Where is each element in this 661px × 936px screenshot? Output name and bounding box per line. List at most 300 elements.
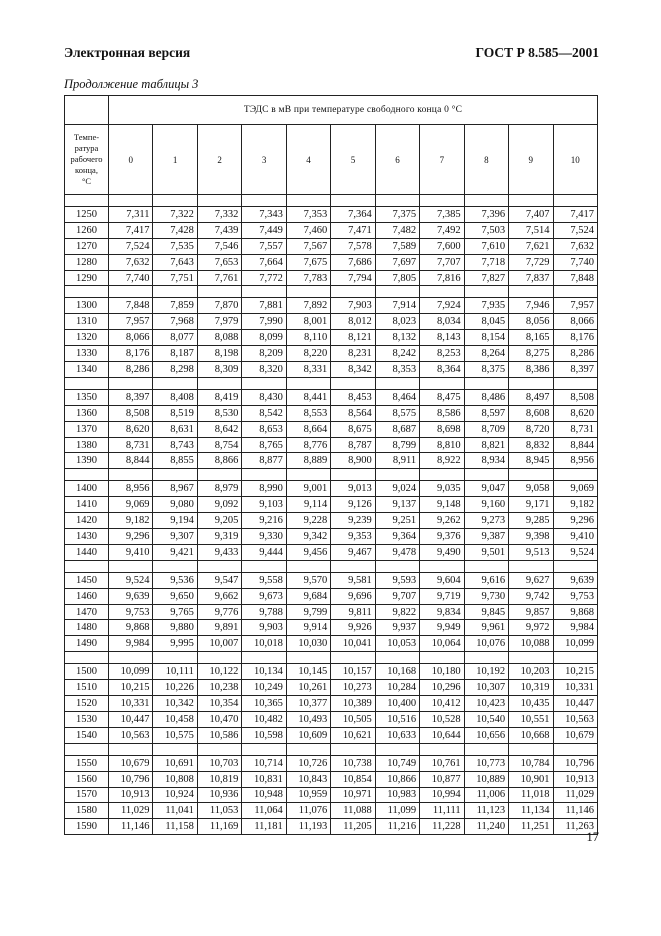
emf-value-cell: 7,718 xyxy=(464,254,508,270)
temperature-cell: 1410 xyxy=(65,497,109,513)
emf-value-cell: 7,805 xyxy=(375,270,419,286)
emf-value-cell: 8,209 xyxy=(242,346,286,362)
emf-value-cell: 10,030 xyxy=(286,636,330,652)
spacer-cell xyxy=(509,286,553,298)
emf-value-cell: 10,192 xyxy=(464,664,508,680)
emf-value-cell: 8,956 xyxy=(109,481,153,497)
column-header: 9 xyxy=(509,125,553,195)
emf-table xyxy=(64,95,598,835)
emf-value-cell: 8,012 xyxy=(331,314,375,330)
emf-value-cell: 10,435 xyxy=(509,696,553,712)
column-header: 10 xyxy=(553,125,597,195)
emf-value-cell: 8,242 xyxy=(375,346,419,362)
emf-value-cell: 10,644 xyxy=(420,727,464,743)
emf-value-cell: 9,845 xyxy=(464,604,508,620)
emf-value-cell: 8,001 xyxy=(286,314,330,330)
emf-value-cell: 7,729 xyxy=(509,254,553,270)
emf-value-cell: 7,707 xyxy=(420,254,464,270)
emf-value-cell: 8,187 xyxy=(153,346,197,362)
emf-value-cell: 8,956 xyxy=(553,453,597,469)
spacer-cell xyxy=(286,743,330,755)
spacer-cell xyxy=(153,377,197,389)
spacer-cell xyxy=(109,560,153,572)
emf-value-cell: 8,034 xyxy=(420,314,464,330)
temperature-cell: 1500 xyxy=(65,664,109,680)
emf-value-cell: 11,134 xyxy=(509,803,553,819)
emf-value-cell: 10,668 xyxy=(509,727,553,743)
header-line: рабочего xyxy=(70,154,103,164)
emf-value-cell: 8,508 xyxy=(553,389,597,405)
table-row xyxy=(65,513,598,529)
emf-value-cell: 9,604 xyxy=(420,572,464,588)
emf-value-cell: 8,553 xyxy=(286,405,330,421)
emf-value-cell: 10,423 xyxy=(464,696,508,712)
emf-value-cell: 8,821 xyxy=(464,437,508,453)
emf-value-cell: 9,251 xyxy=(375,513,419,529)
spacer-cell xyxy=(65,469,109,481)
emf-value-cell: 8,844 xyxy=(109,453,153,469)
column-header: 0 xyxy=(109,125,153,195)
emf-value-cell: 7,632 xyxy=(109,254,153,270)
spacer-cell xyxy=(109,377,153,389)
table-row xyxy=(65,346,598,362)
emf-value-cell: 8,855 xyxy=(153,453,197,469)
emf-value-cell: 9,753 xyxy=(553,588,597,604)
spacer-cell xyxy=(553,195,597,207)
temperature-cell: 1560 xyxy=(65,771,109,787)
emf-value-cell: 11,146 xyxy=(109,819,153,835)
emf-value-cell: 10,249 xyxy=(242,680,286,696)
emf-value-cell: 8,309 xyxy=(197,362,241,378)
emf-value-cell: 10,819 xyxy=(197,771,241,787)
spacer-cell xyxy=(553,469,597,481)
emf-value-cell: 7,946 xyxy=(509,298,553,314)
emf-value-cell: 8,408 xyxy=(153,389,197,405)
emf-value-cell: 10,586 xyxy=(197,727,241,743)
emf-value-cell: 8,066 xyxy=(109,330,153,346)
emf-value-cell: 10,273 xyxy=(331,680,375,696)
emf-value-cell: 10,215 xyxy=(553,664,597,680)
emf-value-cell: 10,540 xyxy=(464,711,508,727)
emf-value-cell: 8,731 xyxy=(553,421,597,437)
emf-value-cell: 7,460 xyxy=(286,222,330,238)
emf-value-cell: 10,168 xyxy=(375,664,419,680)
emf-value-cell: 7,740 xyxy=(109,270,153,286)
emf-value-cell: 8,731 xyxy=(109,437,153,453)
emf-value-cell: 8,475 xyxy=(420,389,464,405)
emf-value-cell: 9,069 xyxy=(553,481,597,497)
emf-value-cell: 10,319 xyxy=(509,680,553,696)
table-row xyxy=(65,330,598,346)
table-row xyxy=(65,298,598,314)
spacer-cell xyxy=(197,652,241,664)
table-row xyxy=(65,819,598,835)
column-header: 3 xyxy=(242,125,286,195)
emf-value-cell: 8,675 xyxy=(331,421,375,437)
emf-value-cell: 9,421 xyxy=(153,544,197,560)
temperature-cell: 1360 xyxy=(65,405,109,421)
table-title: ТЭДС в мВ при температуре свободного конца 0 °С xyxy=(109,96,598,125)
emf-value-cell: 7,364 xyxy=(331,207,375,223)
emf-value-cell: 10,215 xyxy=(109,680,153,696)
emf-value-cell: 11,076 xyxy=(286,803,330,819)
spacer-cell xyxy=(420,743,464,755)
spacer-cell xyxy=(464,469,508,481)
emf-value-cell: 8,877 xyxy=(242,453,286,469)
emf-value-cell: 10,331 xyxy=(109,696,153,712)
spacer-cell xyxy=(420,652,464,664)
emf-value-cell: 7,675 xyxy=(286,254,330,270)
emf-value-cell: 8,045 xyxy=(464,314,508,330)
emf-value-cell: 8,088 xyxy=(197,330,241,346)
emf-value-cell: 10,447 xyxy=(109,711,153,727)
temperature-cell: 1320 xyxy=(65,330,109,346)
emf-value-cell: 9,788 xyxy=(242,604,286,620)
emf-value-cell: 10,691 xyxy=(153,755,197,771)
emf-value-cell: 8,176 xyxy=(109,346,153,362)
spacer-cell xyxy=(464,560,508,572)
emf-value-cell: 10,983 xyxy=(375,787,419,803)
spacer-cell xyxy=(242,195,286,207)
emf-value-cell: 9,182 xyxy=(553,497,597,513)
emf-value-cell: 8,631 xyxy=(153,421,197,437)
emf-value-cell: 8,653 xyxy=(242,421,286,437)
emf-value-cell: 7,740 xyxy=(553,254,597,270)
temperature-cell: 1460 xyxy=(65,588,109,604)
emf-value-cell: 8,342 xyxy=(331,362,375,378)
header-line: ратура xyxy=(74,143,99,153)
emf-value-cell: 7,990 xyxy=(242,314,286,330)
emf-value-cell: 9,834 xyxy=(420,604,464,620)
emf-value-cell: 8,698 xyxy=(420,421,464,437)
emf-value-cell: 8,386 xyxy=(509,362,553,378)
emf-value-cell: 7,968 xyxy=(153,314,197,330)
emf-value-cell: 7,375 xyxy=(375,207,419,223)
emf-value-cell: 8,464 xyxy=(375,389,419,405)
emf-value-cell: 8,375 xyxy=(464,362,508,378)
spacer-cell xyxy=(509,195,553,207)
spacer-cell xyxy=(331,652,375,664)
header-edition-label: Электронная версия xyxy=(64,45,191,60)
emf-value-cell: 10,889 xyxy=(464,771,508,787)
emf-value-cell: 7,589 xyxy=(375,238,419,254)
emf-value-cell: 8,198 xyxy=(197,346,241,362)
emf-value-cell: 10,482 xyxy=(242,711,286,727)
spacer-cell xyxy=(197,560,241,572)
spacer-cell xyxy=(375,469,419,481)
temperature-cell: 1350 xyxy=(65,389,109,405)
emf-value-cell: 9,707 xyxy=(375,588,419,604)
temperature-cell: 1440 xyxy=(65,544,109,560)
emf-value-cell: 10,831 xyxy=(242,771,286,787)
emf-value-cell: 7,772 xyxy=(242,270,286,286)
emf-value-cell: 9,035 xyxy=(420,481,464,497)
emf-value-cell: 11,263 xyxy=(553,819,597,835)
temperature-column-header xyxy=(65,125,109,195)
emf-value-cell: 9,684 xyxy=(286,588,330,604)
emf-value-cell: 10,563 xyxy=(109,727,153,743)
emf-value-cell: 9,296 xyxy=(109,529,153,545)
spacer-cell xyxy=(65,743,109,755)
emf-value-cell: 9,047 xyxy=(464,481,508,497)
temperature-cell: 1590 xyxy=(65,819,109,835)
emf-value-cell: 8,776 xyxy=(286,437,330,453)
temperature-cell: 1300 xyxy=(65,298,109,314)
emf-value-cell: 8,720 xyxy=(509,421,553,437)
emf-value-cell: 10,203 xyxy=(509,664,553,680)
emf-value-cell: 9,410 xyxy=(553,529,597,545)
emf-value-cell: 9,822 xyxy=(375,604,419,620)
emf-value-cell: 10,784 xyxy=(509,755,553,771)
spacer-cell xyxy=(197,469,241,481)
emf-value-cell: 8,353 xyxy=(375,362,419,378)
emf-value-cell: 10,400 xyxy=(375,696,419,712)
spacer-cell xyxy=(153,652,197,664)
temperature-cell: 1250 xyxy=(65,207,109,223)
emf-value-cell: 9,478 xyxy=(375,544,419,560)
emf-value-cell: 10,180 xyxy=(420,664,464,680)
emf-value-cell: 7,761 xyxy=(197,270,241,286)
spacer-cell xyxy=(242,652,286,664)
emf-value-cell: 8,799 xyxy=(375,437,419,453)
emf-value-cell: 10,007 xyxy=(197,636,241,652)
emf-value-cell: 11,146 xyxy=(553,803,597,819)
emf-value-cell: 7,848 xyxy=(553,270,597,286)
temperature-cell: 1310 xyxy=(65,314,109,330)
emf-value-cell: 10,470 xyxy=(197,711,241,727)
table-row xyxy=(65,636,598,652)
emf-value-cell: 10,679 xyxy=(553,727,597,743)
emf-value-cell: 9,092 xyxy=(197,497,241,513)
column-header: 8 xyxy=(464,125,508,195)
spacer-cell xyxy=(420,286,464,298)
emf-value-cell: 7,751 xyxy=(153,270,197,286)
spacer-cell xyxy=(197,743,241,755)
emf-value-cell: 7,643 xyxy=(153,254,197,270)
emf-value-cell: 9,984 xyxy=(553,620,597,636)
table-row xyxy=(65,604,598,620)
emf-value-cell: 9,949 xyxy=(420,620,464,636)
emf-value-cell: 9,616 xyxy=(464,572,508,588)
emf-value-cell: 9,972 xyxy=(509,620,553,636)
table-row xyxy=(65,711,598,727)
emf-value-cell: 7,385 xyxy=(420,207,464,223)
group-spacer-row xyxy=(65,652,598,664)
emf-value-cell: 9,776 xyxy=(197,604,241,620)
emf-value-cell: 11,064 xyxy=(242,803,286,819)
emf-value-cell: 10,377 xyxy=(286,696,330,712)
emf-value-cell: 10,714 xyxy=(242,755,286,771)
spacer-cell xyxy=(65,286,109,298)
table-continuation-caption: Продолжение таблицы 3 xyxy=(64,77,199,91)
emf-value-cell: 8,979 xyxy=(197,481,241,497)
emf-value-cell: 8,132 xyxy=(375,330,419,346)
spacer-cell xyxy=(197,286,241,298)
emf-value-cell: 8,810 xyxy=(420,437,464,453)
emf-value-cell: 10,866 xyxy=(375,771,419,787)
spacer-cell xyxy=(331,469,375,481)
spacer-cell xyxy=(331,560,375,572)
temperature-cell: 1400 xyxy=(65,481,109,497)
emf-value-cell: 7,979 xyxy=(197,314,241,330)
emf-value-cell: 8,687 xyxy=(375,421,419,437)
table-row xyxy=(65,664,598,680)
emf-value-cell: 7,322 xyxy=(153,207,197,223)
emf-value-cell: 10,738 xyxy=(331,755,375,771)
emf-value-cell: 10,901 xyxy=(509,771,553,787)
temperature-cell: 1450 xyxy=(65,572,109,588)
emf-value-cell: 10,157 xyxy=(331,664,375,680)
emf-value-cell: 9,857 xyxy=(509,604,553,620)
emf-value-cell: 9,765 xyxy=(153,604,197,620)
table-row xyxy=(65,544,598,560)
spacer-cell xyxy=(464,377,508,389)
emf-value-cell: 8,056 xyxy=(509,314,553,330)
temperature-cell: 1510 xyxy=(65,680,109,696)
emf-value-cell: 7,632 xyxy=(553,238,597,254)
emf-value-cell: 9,719 xyxy=(420,588,464,604)
emf-value-cell: 9,558 xyxy=(242,572,286,588)
emf-value-cell: 9,753 xyxy=(109,604,153,620)
spacer-cell xyxy=(65,195,109,207)
table-row xyxy=(65,437,598,453)
emf-value-cell: 9,730 xyxy=(464,588,508,604)
spacer-cell xyxy=(509,560,553,572)
spacer-cell xyxy=(65,560,109,572)
spacer-cell xyxy=(420,560,464,572)
emf-value-cell: 7,396 xyxy=(464,207,508,223)
temperature-cell: 1260 xyxy=(65,222,109,238)
emf-value-cell: 10,412 xyxy=(420,696,464,712)
emf-value-cell: 7,492 xyxy=(420,222,464,238)
emf-value-cell: 10,111 xyxy=(153,664,197,680)
temperature-cell: 1540 xyxy=(65,727,109,743)
emf-value-cell: 7,664 xyxy=(242,254,286,270)
emf-value-cell: 9,364 xyxy=(375,529,419,545)
emf-value-cell: 11,193 xyxy=(286,819,330,835)
table-row xyxy=(65,207,598,223)
emf-value-cell: 8,275 xyxy=(509,346,553,362)
emf-value-cell: 9,058 xyxy=(509,481,553,497)
temperature-cell: 1520 xyxy=(65,696,109,712)
emf-value-cell: 11,041 xyxy=(153,803,197,819)
table-row xyxy=(65,481,598,497)
spacer-cell xyxy=(420,377,464,389)
emf-value-cell: 8,990 xyxy=(242,481,286,497)
table-row xyxy=(65,620,598,636)
emf-value-cell: 7,428 xyxy=(153,222,197,238)
emf-value-cell: 9,501 xyxy=(464,544,508,560)
spacer-cell xyxy=(242,286,286,298)
emf-value-cell: 9,627 xyxy=(509,572,553,588)
emf-value-cell: 7,697 xyxy=(375,254,419,270)
temperature-cell: 1270 xyxy=(65,238,109,254)
emf-value-cell: 8,564 xyxy=(331,405,375,421)
emf-value-cell: 10,621 xyxy=(331,727,375,743)
table-row xyxy=(65,755,598,771)
emf-value-cell: 7,816 xyxy=(420,270,464,286)
temperature-cell: 1390 xyxy=(65,453,109,469)
emf-value-cell: 10,307 xyxy=(464,680,508,696)
emf-value-cell: 9,433 xyxy=(197,544,241,560)
emf-value-cell: 7,449 xyxy=(242,222,286,238)
emf-value-cell: 8,608 xyxy=(509,405,553,421)
spacer-cell xyxy=(553,377,597,389)
temperature-cell: 1480 xyxy=(65,620,109,636)
emf-value-cell: 8,832 xyxy=(509,437,553,453)
emf-value-cell: 11,111 xyxy=(420,803,464,819)
emf-value-cell: 7,903 xyxy=(331,298,375,314)
spacer-cell xyxy=(242,560,286,572)
spacer-cell xyxy=(153,469,197,481)
emf-value-cell: 10,749 xyxy=(375,755,419,771)
table-corner-cell xyxy=(65,96,109,125)
spacer-cell xyxy=(242,469,286,481)
spacer-cell xyxy=(375,195,419,207)
emf-value-cell: 8,945 xyxy=(509,453,553,469)
spacer-cell xyxy=(375,743,419,755)
spacer-cell xyxy=(197,377,241,389)
group-spacer-row xyxy=(65,560,598,572)
table-row xyxy=(65,421,598,437)
emf-value-cell: 7,859 xyxy=(153,298,197,314)
spacer-cell xyxy=(509,469,553,481)
emf-value-cell: 9,376 xyxy=(420,529,464,545)
emf-value-cell: 8,866 xyxy=(197,453,241,469)
table-row xyxy=(65,787,598,803)
spacer-cell xyxy=(464,652,508,664)
temperature-cell: 1290 xyxy=(65,270,109,286)
emf-value-cell: 9,937 xyxy=(375,620,419,636)
spacer-cell xyxy=(153,560,197,572)
emf-value-cell: 8,099 xyxy=(242,330,286,346)
emf-value-cell: 9,524 xyxy=(553,544,597,560)
emf-value-cell: 10,088 xyxy=(509,636,553,652)
table-row xyxy=(65,696,598,712)
table-row xyxy=(65,529,598,545)
emf-value-cell: 10,505 xyxy=(331,711,375,727)
column-header: 6 xyxy=(375,125,419,195)
emf-value-cell: 8,787 xyxy=(331,437,375,453)
emf-value-cell: 7,686 xyxy=(331,254,375,270)
emf-value-cell: 9,673 xyxy=(242,588,286,604)
emf-value-cell: 9,742 xyxy=(509,588,553,604)
emf-value-cell: 9,799 xyxy=(286,604,330,620)
temperature-cell: 1370 xyxy=(65,421,109,437)
emf-value-cell: 10,913 xyxy=(109,787,153,803)
emf-value-cell: 8,331 xyxy=(286,362,330,378)
emf-value-cell: 10,633 xyxy=(375,727,419,743)
emf-value-cell: 11,251 xyxy=(509,819,553,835)
emf-value-cell: 10,365 xyxy=(242,696,286,712)
emf-value-cell: 7,332 xyxy=(197,207,241,223)
emf-value-cell: 8,253 xyxy=(420,346,464,362)
emf-value-cell: 8,922 xyxy=(420,453,464,469)
emf-value-cell: 8,542 xyxy=(242,405,286,421)
emf-value-cell: 7,546 xyxy=(197,238,241,254)
spacer-cell xyxy=(509,652,553,664)
emf-value-cell: 8,176 xyxy=(553,330,597,346)
emf-value-cell: 9,069 xyxy=(109,497,153,513)
spacer-cell xyxy=(375,286,419,298)
emf-value-cell: 8,597 xyxy=(464,405,508,421)
emf-value-cell: 8,220 xyxy=(286,346,330,362)
emf-value-cell: 9,114 xyxy=(286,497,330,513)
emf-value-cell: 10,122 xyxy=(197,664,241,680)
spacer-cell xyxy=(331,286,375,298)
emf-value-cell: 9,001 xyxy=(286,481,330,497)
emf-value-cell: 9,914 xyxy=(286,620,330,636)
